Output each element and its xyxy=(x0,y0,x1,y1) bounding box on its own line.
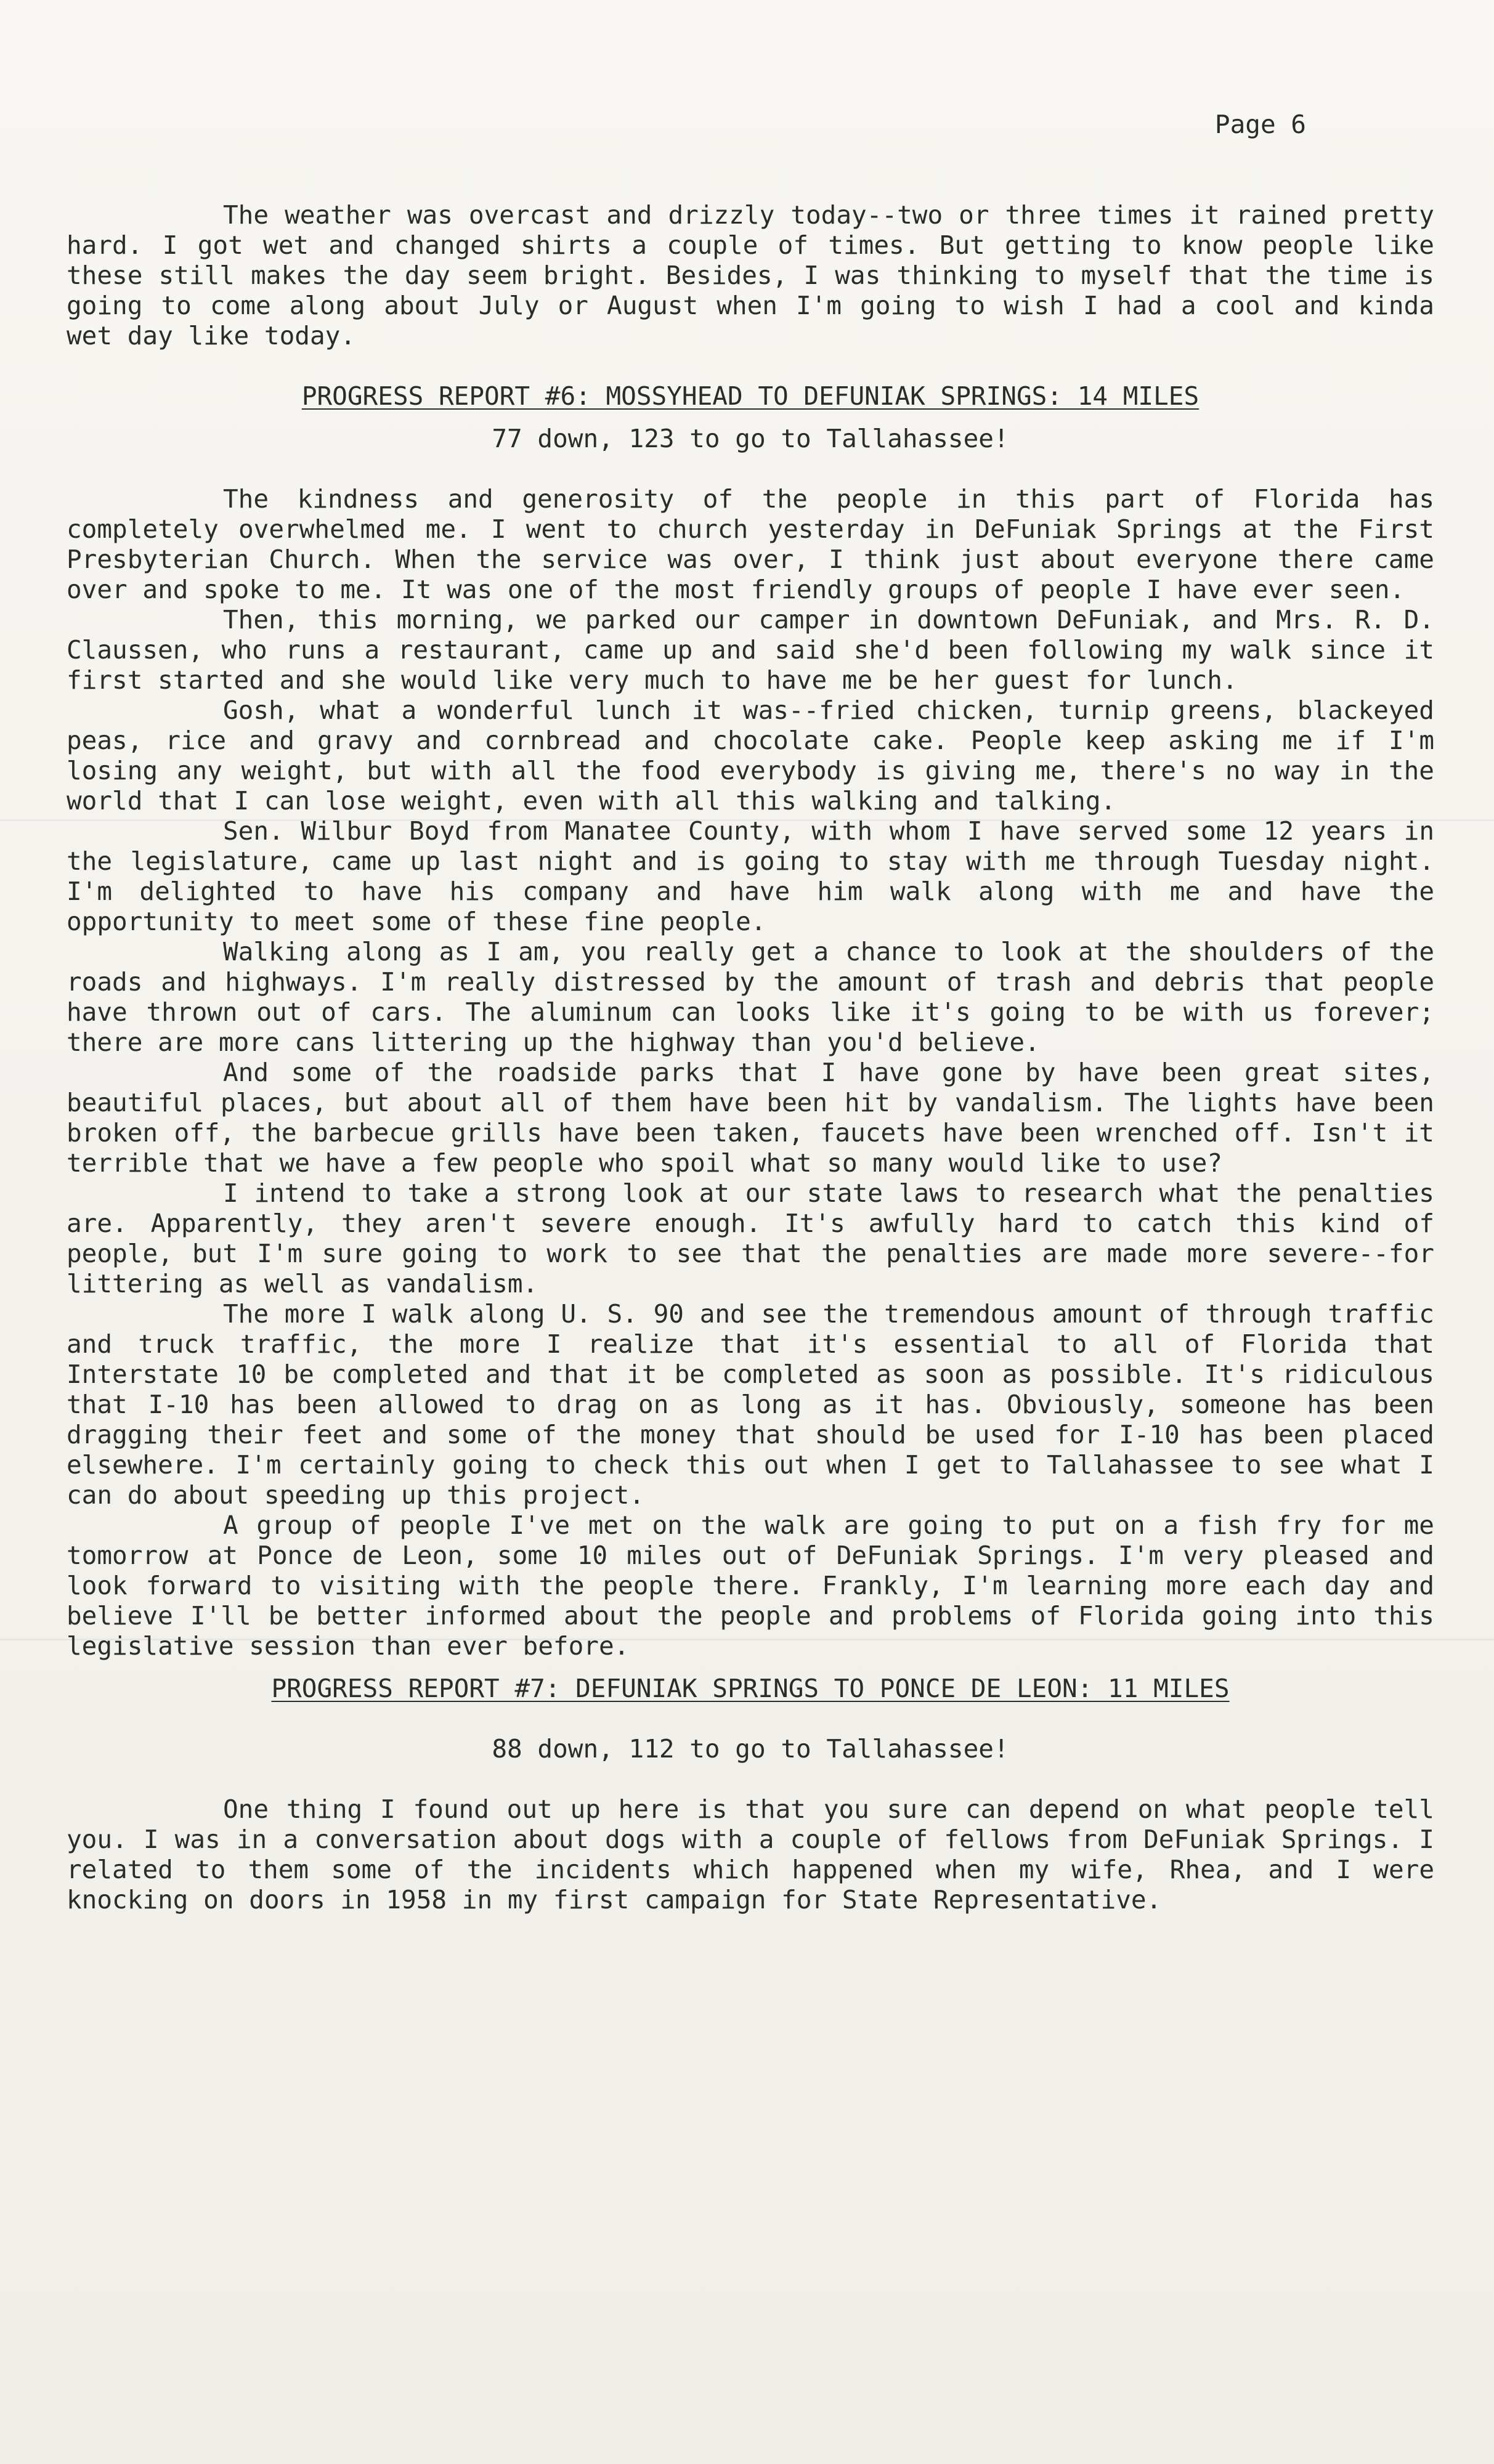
paragraph: The kindness and generosity of the people in this part of Florida has completely overwhelmed me. I went to church yesterday in DeFuniak Springs at the First Presbyterian Church. When the service was over, I think just about everyone there came over and spoke to me. It was one of the most friendly groups of people I have ever seen. xyxy=(67,484,1434,604)
paragraph: Gosh, what a wonderful lunch it was--fried chicken, turnip greens, blackeyed peas, rice and gravy and cornbread and chocolate cake. People keep asking me if I'm losing any weight, but with all the food everybody is giving me, there's no way in the world that I can lose weight, even with all this walking and talking. xyxy=(67,695,1434,816)
progress-report-title: PROGRESS REPORT #7: DEFUNIAK SPRINGS TO PONCE DE LEON: 11 MILES xyxy=(271,1674,1230,1703)
paragraph: The weather was overcast and drizzly today--two or three times it rained pretty hard. I got wet and changed shirts a couple of times. But getting to know people like these still makes the day seem bright. Besides, I was thinking to myself that the time is going to come along about July or August when I'm going to wish I had a cool and kinda wet day like today. xyxy=(67,200,1434,351)
mileage-count: 88 down, 112 to go to Tallahassee! xyxy=(492,1734,1009,1764)
paragraph: One thing I found out up here is that you sure can depend on what people tell you. I was in a conversation about dogs with a couple of fellows from DeFuniak Springs. I related to them some of the incidents which happened when my wife, Rhea, and I were knocking on doors in 1958 in my first campaign for State Representative. xyxy=(67,1794,1434,1915)
paragraph: The more I walk along U. S. 90 and see the tremendous amount of through traffic and truck traffic, the more I realize that it's essential to all of Florida that Interstate 10 be completed and that it be completed as soon as possible. It's ridiculous that I-10 has been allowed to drag on as long as it has. Obviously, someone has been dragging their feet and some of the money that should be used for I-10 has been placed elsewhere. I'm certainly going to check this out when I get to Tallahassee to see what I can do about speeding up this project. xyxy=(67,1299,1434,1510)
paragraph: Then, this morning, we parked our camper in downtown DeFuniak, and Mrs. R. D. Claussen, who runs a restaurant, came up and said she'd been following my walk since it first started and she would like very much to have me be her guest for lunch. xyxy=(67,605,1434,695)
page-number: Page 6 xyxy=(1214,110,1306,139)
paragraph: A group of people I've met on the walk are going to put on a fish fry for me tomorrow at Ponce de Leon, some 10 miles out of DeFuniak Springs. I'm very pleased and look forward to visiting with the people there. Frankly, I'm learning more each day and believe I'll be better informed about the people and problems of Florida going into this legislative session than ever before. xyxy=(67,1510,1434,1661)
mileage-count: 77 down, 123 to go to Tallahassee! xyxy=(492,424,1009,453)
paragraph: And some of the roadside parks that I have gone by have been great sites, beautiful places, but about all of them have been hit by vandalism. The lights have been broken off, the barbecue grills have been taken, faucets have been wrenched off. Isn't it terrible that we have a few people who spoil what so many would like to use? xyxy=(67,1058,1434,1178)
paragraph: I intend to take a strong look at our state laws to research what the penalties are. Apparently, they aren't severe enough. It's awfully hard to catch this kind of people, but I'm sure going to work to see that the penalties are made more severe--for littering as well as vandalism. xyxy=(67,1178,1434,1299)
paragraph: Sen. Wilbur Boyd from Manatee County, with whom I have served some 12 years in the legislature, came up last night and is going to stay with me through Tuesday night. I'm delighted to have his company and have him walk along with me and have the opportunity to meet some of these fine people. xyxy=(67,816,1434,936)
article-body xyxy=(67,200,1434,1915)
paragraph: Walking along as I am, you really get a chance to look at the shoulders of the roads and highways. I'm really distressed by the amount of trash and debris that people have thrown out of cars. The aluminum can looks like it's going to be with us forever; there are more cans littering up the highway than you'd believe. xyxy=(67,937,1434,1057)
progress-report-heading xyxy=(67,381,1434,411)
progress-report-title: PROGRESS REPORT #6: MOSSYHEAD TO DEFUNIAK SPRINGS: 14 MILES xyxy=(301,381,1200,411)
progress-report-heading xyxy=(67,1674,1434,1704)
